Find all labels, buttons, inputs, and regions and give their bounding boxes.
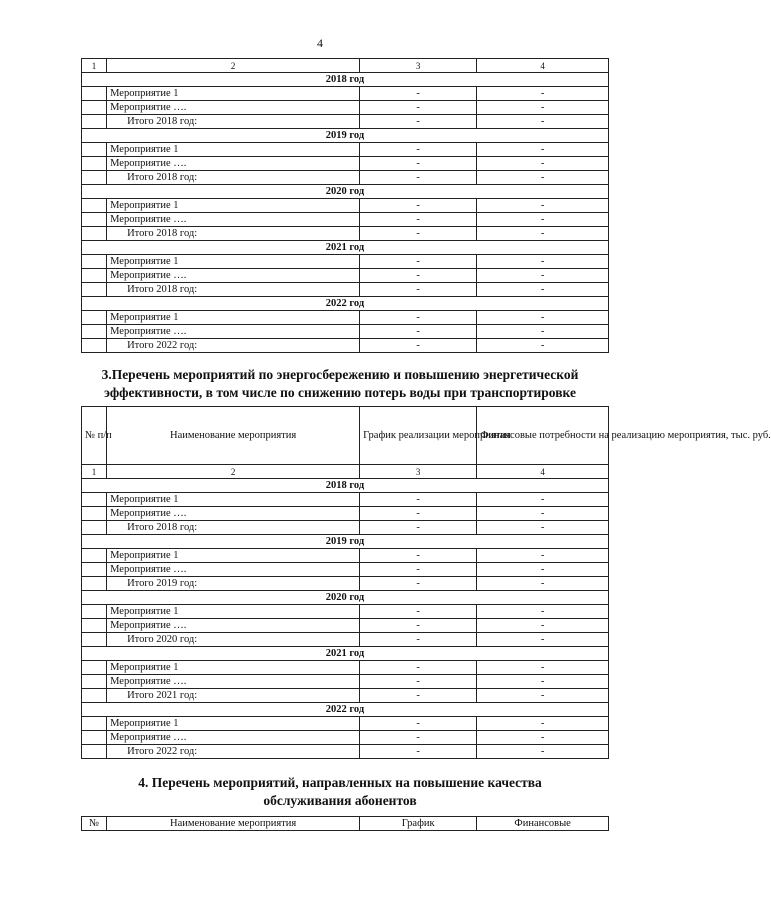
schedule-value: - xyxy=(360,199,477,213)
row-number xyxy=(82,171,107,185)
measure-name: Мероприятие …. xyxy=(107,101,360,115)
schedule-value: - xyxy=(360,87,477,101)
row-number xyxy=(82,87,107,101)
measures-table-2 xyxy=(81,406,771,759)
row-number xyxy=(82,661,107,675)
finance-value: - xyxy=(477,689,609,703)
measure-name: Мероприятие …. xyxy=(107,675,360,689)
measure-name: Итого 2020 год: xyxy=(107,633,360,647)
finance-value: - xyxy=(477,213,609,227)
schedule-value: - xyxy=(360,577,477,591)
row-number xyxy=(82,227,107,241)
table-row xyxy=(82,213,609,227)
schedule-value: - xyxy=(360,255,477,269)
year-row xyxy=(82,297,609,311)
schedule-value: - xyxy=(360,675,477,689)
year-label: 2021 год xyxy=(82,647,609,661)
year-label: 2020 год xyxy=(82,185,609,199)
measure-name: Мероприятие 1 xyxy=(107,143,360,157)
row-number xyxy=(82,745,107,759)
schedule-value: - xyxy=(360,325,477,339)
table-row xyxy=(82,633,609,647)
row-number xyxy=(82,157,107,171)
finance-value: - xyxy=(477,577,609,591)
table-row xyxy=(82,311,609,325)
table-row xyxy=(82,521,609,535)
year-label: 2020 год xyxy=(82,591,609,605)
section-3-title-line-2: эффективности, в том числе по снижению потерь воды при транспортировке xyxy=(104,385,576,400)
measure-name: Мероприятие …. xyxy=(107,731,360,745)
finance-value: - xyxy=(477,619,609,633)
section-4-title-line-1: 4. Перечень мероприятий, направленных на повышение качества xyxy=(138,775,542,790)
measure-name: Итого 2021 год: xyxy=(107,689,360,703)
year-label: 2018 год xyxy=(82,73,609,87)
schedule-value: - xyxy=(360,339,477,353)
row-number xyxy=(82,507,107,521)
finance-value: - xyxy=(477,87,609,101)
measures-table-3 xyxy=(81,816,609,831)
year-row xyxy=(82,703,609,717)
schedule-value: - xyxy=(360,633,477,647)
table-row xyxy=(82,577,609,591)
table-row xyxy=(82,325,609,339)
measure-name: Итого 2018 год: xyxy=(107,115,360,129)
table-row xyxy=(82,717,609,731)
column-number: 2 xyxy=(107,59,360,73)
year-row xyxy=(82,241,609,255)
finance-value: - xyxy=(477,563,609,577)
column-number: 3 xyxy=(360,465,477,479)
column-number: 4 xyxy=(477,465,609,479)
year-label: 2022 год xyxy=(82,297,609,311)
table-row xyxy=(82,115,609,129)
year-label: 2019 год xyxy=(82,129,609,143)
column-number-row xyxy=(82,59,609,73)
measure-name: Итого 2018 год: xyxy=(107,283,360,297)
schedule-value: - xyxy=(360,563,477,577)
measure-name: Мероприятие …. xyxy=(107,213,360,227)
schedule-value: - xyxy=(360,143,477,157)
schedule-value: - xyxy=(360,227,477,241)
schedule-value: - xyxy=(360,171,477,185)
finance-value: - xyxy=(477,115,609,129)
header-finance: Финансовые потребности на реализацию мероприятия, тыс. руб. xyxy=(477,407,609,465)
section-4-title-line-2: обслуживания абонентов xyxy=(263,793,417,808)
table-2-header-row xyxy=(82,407,609,465)
year-label: 2018 год xyxy=(82,479,609,493)
measure-name: Мероприятие 1 xyxy=(107,199,360,213)
column-number: 1 xyxy=(82,465,107,479)
row-number xyxy=(82,689,107,703)
finance-value: - xyxy=(477,521,609,535)
schedule-value: - xyxy=(360,619,477,633)
row-number xyxy=(82,339,107,353)
measure-name: Мероприятие …. xyxy=(107,619,360,633)
measure-name: Мероприятие 1 xyxy=(107,661,360,675)
table-row xyxy=(82,255,609,269)
schedule-value: - xyxy=(360,549,477,563)
column-number: 4 xyxy=(477,59,609,73)
header-schedule: График реализации мероприятия xyxy=(360,407,477,465)
finance-value: - xyxy=(477,717,609,731)
table-row xyxy=(82,101,609,115)
finance-value: - xyxy=(477,157,609,171)
header-schedule: График xyxy=(360,817,477,831)
measure-name: Мероприятие 1 xyxy=(107,493,360,507)
finance-value: - xyxy=(477,661,609,675)
table-row xyxy=(82,507,609,521)
finance-value: - xyxy=(477,633,609,647)
schedule-value: - xyxy=(360,269,477,283)
section-4-title xyxy=(60,774,620,810)
row-number xyxy=(82,563,107,577)
row-number xyxy=(82,143,107,157)
measure-name: Мероприятие 1 xyxy=(107,717,360,731)
year-label: 2021 год xyxy=(82,241,609,255)
table-row xyxy=(82,227,609,241)
schedule-value: - xyxy=(360,507,477,521)
table-row xyxy=(82,661,609,675)
table-3-header-row xyxy=(82,817,609,831)
finance-value: - xyxy=(477,143,609,157)
schedule-value: - xyxy=(360,157,477,171)
row-number xyxy=(82,605,107,619)
measure-name: Мероприятие …. xyxy=(107,507,360,521)
measures-table-1 xyxy=(81,58,609,353)
measure-name: Мероприятие 1 xyxy=(107,255,360,269)
table-row xyxy=(82,563,609,577)
schedule-value: - xyxy=(360,115,477,129)
year-row xyxy=(82,73,609,87)
measure-name: Итого 2019 год: xyxy=(107,577,360,591)
finance-value: - xyxy=(477,339,609,353)
finance-value: - xyxy=(477,731,609,745)
finance-value: - xyxy=(477,675,609,689)
finance-value: - xyxy=(477,745,609,759)
schedule-value: - xyxy=(360,731,477,745)
finance-value: - xyxy=(477,507,609,521)
measure-name: Мероприятие …. xyxy=(107,269,360,283)
header-finance: Финансовые xyxy=(477,817,609,831)
schedule-value: - xyxy=(360,717,477,731)
table-row xyxy=(82,339,609,353)
finance-value: - xyxy=(477,325,609,339)
finance-value: - xyxy=(477,255,609,269)
table-row xyxy=(82,171,609,185)
table-row xyxy=(82,675,609,689)
table-row xyxy=(82,731,609,745)
finance-value: - xyxy=(477,605,609,619)
row-number xyxy=(82,633,107,647)
header-number: № п/п xyxy=(82,407,107,465)
finance-value: - xyxy=(477,227,609,241)
row-number xyxy=(82,675,107,689)
row-number xyxy=(82,269,107,283)
year-row xyxy=(82,591,609,605)
measure-name: Мероприятие 1 xyxy=(107,311,360,325)
finance-value: - xyxy=(477,171,609,185)
table-row xyxy=(82,745,609,759)
table-row xyxy=(82,605,609,619)
schedule-value: - xyxy=(360,101,477,115)
year-row xyxy=(82,129,609,143)
row-number xyxy=(82,199,107,213)
table-row xyxy=(82,549,609,563)
row-number xyxy=(82,493,107,507)
schedule-value: - xyxy=(360,283,477,297)
page-number: 4 xyxy=(317,36,323,50)
schedule-value: - xyxy=(360,311,477,325)
measure-name: Итого 2022 год: xyxy=(107,745,360,759)
row-number xyxy=(82,717,107,731)
finance-value: - xyxy=(477,199,609,213)
table-row xyxy=(82,493,609,507)
schedule-value: - xyxy=(360,213,477,227)
finance-value: - xyxy=(477,269,609,283)
measure-name: Итого 2022 год: xyxy=(107,339,360,353)
year-label: 2022 год xyxy=(82,703,609,717)
measure-name: Мероприятие 1 xyxy=(107,87,360,101)
section-3-title xyxy=(60,366,620,402)
row-number xyxy=(82,213,107,227)
measure-name: Итого 2018 год: xyxy=(107,171,360,185)
schedule-value: - xyxy=(360,745,477,759)
row-number xyxy=(82,577,107,591)
finance-value: - xyxy=(477,311,609,325)
row-number xyxy=(82,115,107,129)
finance-value: - xyxy=(477,549,609,563)
year-row xyxy=(82,647,609,661)
table-row xyxy=(82,157,609,171)
table-row xyxy=(82,87,609,101)
schedule-value: - xyxy=(360,493,477,507)
measure-name: Мероприятие 1 xyxy=(107,605,360,619)
measure-name: Мероприятие 1 xyxy=(107,549,360,563)
column-number: 1 xyxy=(82,59,107,73)
row-number xyxy=(82,101,107,115)
measure-name: Мероприятие …. xyxy=(107,563,360,577)
table-row xyxy=(82,619,609,633)
finance-value: - xyxy=(477,101,609,115)
header-number: № xyxy=(82,817,107,831)
table-row xyxy=(82,199,609,213)
measure-name: Мероприятие …. xyxy=(107,157,360,171)
section-3-title-line-1: 3.Перечень мероприятий по энергосбережению и повышению энергетической xyxy=(101,367,579,382)
schedule-value: - xyxy=(360,605,477,619)
column-number-row xyxy=(82,465,609,479)
finance-value: - xyxy=(477,283,609,297)
schedule-value: - xyxy=(360,521,477,535)
row-number xyxy=(82,619,107,633)
table-row xyxy=(82,143,609,157)
row-number xyxy=(82,521,107,535)
schedule-value: - xyxy=(360,689,477,703)
finance-value: - xyxy=(477,493,609,507)
table-row xyxy=(82,283,609,297)
row-number xyxy=(82,311,107,325)
measure-name: Мероприятие …. xyxy=(107,325,360,339)
header-name: Наименование мероприятия xyxy=(107,817,360,831)
row-number xyxy=(82,731,107,745)
year-row xyxy=(82,479,609,493)
table-row xyxy=(82,269,609,283)
year-row xyxy=(82,185,609,199)
column-number: 3 xyxy=(360,59,477,73)
table-row xyxy=(82,689,609,703)
schedule-value: - xyxy=(360,661,477,675)
header-name: Наименование мероприятия xyxy=(107,407,360,465)
year-label: 2019 год xyxy=(82,535,609,549)
row-number xyxy=(82,549,107,563)
year-row xyxy=(82,535,609,549)
column-number: 2 xyxy=(107,465,360,479)
measure-name: Итого 2018 год: xyxy=(107,227,360,241)
row-number xyxy=(82,255,107,269)
measure-name: Итого 2018 год: xyxy=(107,521,360,535)
row-number xyxy=(82,283,107,297)
row-number xyxy=(82,325,107,339)
